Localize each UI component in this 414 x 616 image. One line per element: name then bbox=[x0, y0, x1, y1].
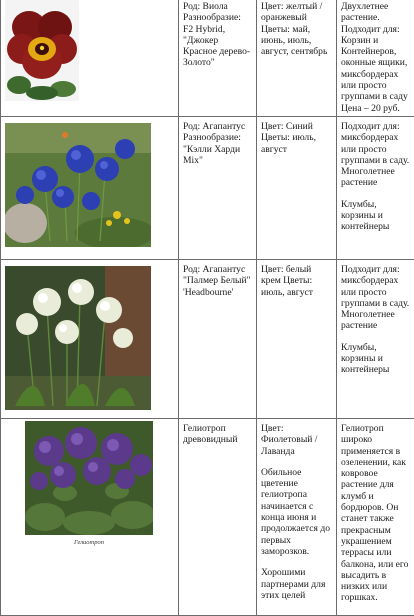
plant-name-cell bbox=[179, 0, 257, 116]
plant-color-note-extra: Хорошими партнерами для этих целей bbox=[261, 567, 333, 601]
plant-color: Цвет: белый крем Цветы: июль, август bbox=[261, 264, 313, 298]
plant-color: Цвет: Синий Цветы: июль, август bbox=[261, 121, 316, 155]
plant-color: Цвет: желтый / оранжевый Цветы: май, июнь, июль, август, сентябрь bbox=[261, 1, 327, 57]
plant-name: Род: Виола Разнообразие: F2 Hybrid, "Джокер Красное дерево-Золото" bbox=[183, 1, 250, 68]
photo-caption: Гелиотроп bbox=[25, 537, 153, 548]
plant-color-cell bbox=[257, 418, 337, 615]
plant-name-cell bbox=[179, 259, 257, 418]
plant-use-cell bbox=[337, 259, 414, 418]
plant-color-cell bbox=[257, 259, 337, 418]
plant-use-cell bbox=[337, 0, 414, 116]
plant-use: Подходит для: миксбордерах или просто группами в саду. Многолетнее растение bbox=[341, 121, 411, 189]
blue-agapanthus-photo-icon bbox=[5, 123, 151, 247]
photo-cell bbox=[1, 418, 179, 615]
plant-color-cell bbox=[257, 0, 337, 116]
plant-use-cell bbox=[337, 418, 414, 615]
plant-use: Двухлетнее растение. Подходит для: Корзин и Контейнеров, оконные ящики, миксбордерах или просто группами в саду Цена – 20 руб. bbox=[341, 1, 408, 114]
table-row bbox=[1, 116, 414, 259]
photo-cell bbox=[1, 116, 179, 259]
table-row bbox=[1, 259, 414, 418]
table-row bbox=[1, 418, 414, 615]
white-agapanthus-photo-icon bbox=[5, 266, 151, 410]
plant-use-extra: Клумбы, корзины и контейнеры bbox=[341, 199, 411, 233]
plant-name-cell bbox=[179, 418, 257, 615]
plant-color-note: Обильное цветение гелиотропа начинается с конца июня и продолжается до первых заморозков. bbox=[261, 467, 333, 557]
plant-name: Род: Агапантус "Палмер Белый" 'Headbourne' bbox=[183, 264, 251, 298]
table-row bbox=[1, 0, 414, 116]
pansy-photo-icon bbox=[5, 0, 79, 101]
plant-color: Цвет: Фиолетовый / Лаванда bbox=[261, 423, 333, 457]
plant-color-cell bbox=[257, 116, 337, 259]
plant-use: Подходит для: миксбордерах или просто группами в саду. Многолетнее растение bbox=[341, 264, 411, 332]
plant-use-extra: Клумбы, корзины и контейнеры bbox=[341, 342, 411, 376]
photo-cell bbox=[1, 0, 179, 116]
plant-name: Род: Агапантус Разнообразие: "Кэлли Харди Mix" bbox=[183, 121, 245, 166]
photo-cell bbox=[1, 259, 179, 418]
plant-name: Гелиотроп древовидный bbox=[183, 423, 237, 445]
heliotrope-photo-icon bbox=[25, 421, 153, 535]
plant-use-cell bbox=[337, 116, 414, 259]
plant-name-cell bbox=[179, 116, 257, 259]
plant-use: Гелиотроп широко применяется в озеленении, как ковровое растение для клумб и бордюров. Он станет также прекрасным украшением террасы или балкона, или его высадить в низких или горшках. bbox=[341, 423, 408, 603]
